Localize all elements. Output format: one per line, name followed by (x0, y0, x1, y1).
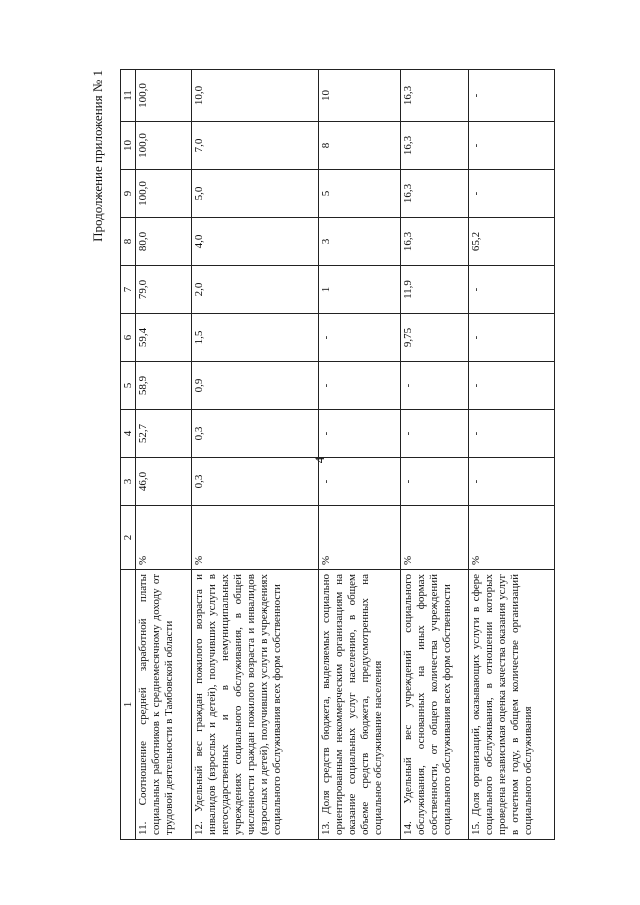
column-header: 1 (121, 570, 136, 840)
indicator-value: 7,0 (192, 122, 319, 170)
indicators-table (120, 69, 555, 840)
indicator-value: - (319, 410, 401, 458)
indicator-value: - (469, 170, 555, 218)
indicator-value: 1,5 (192, 314, 319, 362)
indicator-value: 16,3 (401, 218, 469, 266)
indicator-value: 100,0 (136, 122, 192, 170)
column-header: 5 (121, 362, 136, 410)
indicator-value: 46,0 (136, 458, 192, 506)
column-header: 3 (121, 458, 136, 506)
indicator-value: - (469, 362, 555, 410)
indicator-value: 0,9 (192, 362, 319, 410)
appendix-note: Продолжение приложения № 1 (90, 70, 105, 242)
indicator-value: 16,3 (401, 170, 469, 218)
indicator-value: 0,3 (192, 458, 319, 506)
indicator-value: 10 (319, 70, 401, 122)
indicator-value: 11,9 (401, 266, 469, 314)
indicator-value: 100,0 (136, 170, 192, 218)
indicator-value: 65,2 (469, 218, 555, 266)
indicator-value: 16,3 (401, 70, 469, 122)
column-header: 4 (121, 410, 136, 458)
indicator-description: 14. Удельный вес учреждений социального обслуживания, основанных на иных формах собственности, от общего количества учреждений социального обслуживания всех форм собственности (401, 570, 469, 840)
table-row (319, 70, 401, 840)
indicator-unit: % (136, 506, 192, 570)
rotated-table-area (90, 70, 534, 840)
indicator-value: - (319, 314, 401, 362)
indicator-description: 15. Доля организаций, оказывающих услуги в сфере социального обслуживания, в отношении которых проведена независимая оценка качества оказания услуг в отчетном году, в общем количестве организаций социального обслуживания (469, 570, 555, 840)
indicator-value: 58,9 (136, 362, 192, 410)
indicator-value: 9,75 (401, 314, 469, 362)
column-header: 7 (121, 266, 136, 314)
indicator-value: 3 (319, 218, 401, 266)
indicator-description: 12. Удельный вес граждан пожилого возраста и инвалидов (взрослых и детей), получивших услуги в негосударственных и в немуниципальных учреждениях социального обслуживания, в общей численности граждан пожилого возраста и инвалидов (взрослых и детей), получивших услуги в учреждениях социального обслуживания всех форм собственности (192, 570, 319, 840)
indicator-value: - (469, 70, 555, 122)
indicator-value: - (469, 266, 555, 314)
table-row (469, 70, 555, 840)
indicator-value: - (469, 410, 555, 458)
indicator-unit: % (469, 506, 555, 570)
indicator-value: 10,0 (192, 70, 319, 122)
indicator-value: 5,0 (192, 170, 319, 218)
indicator-value: - (319, 458, 401, 506)
indicator-value: 59,4 (136, 314, 192, 362)
column-header: 9 (121, 170, 136, 218)
page-number: 4 (312, 456, 327, 464)
table-header-row (121, 70, 136, 840)
indicator-value: 8 (319, 122, 401, 170)
indicator-value: 52,7 (136, 410, 192, 458)
indicator-value: - (319, 362, 401, 410)
indicator-value: - (401, 410, 469, 458)
indicator-unit: % (192, 506, 319, 570)
indicator-value: 1 (319, 266, 401, 314)
indicator-description: 13. Доля средств бюджета, выделяемых социально ориентированным некоммерческим организациям на оказание социальных услуг населению, в общем объеме средств бюджета, предусмотренных на социальное обслуживание населения (319, 570, 401, 840)
indicator-value: 4,0 (192, 218, 319, 266)
indicator-value: - (401, 458, 469, 506)
indicator-unit: % (319, 506, 401, 570)
column-header: 6 (121, 314, 136, 362)
indicator-value: 16,3 (401, 122, 469, 170)
indicator-value: 2,0 (192, 266, 319, 314)
indicator-value: 5 (319, 170, 401, 218)
table-row (401, 70, 469, 840)
indicator-unit: % (401, 506, 469, 570)
indicator-value: 80,0 (136, 218, 192, 266)
indicator-value: 0,3 (192, 410, 319, 458)
indicator-description: 11. Соотношение средней заработной платы социальных работников к среднемесячному доходу от трудовой деятельности в Тамбовской области (136, 570, 192, 840)
indicator-value: 79,0 (136, 266, 192, 314)
column-header: 10 (121, 122, 136, 170)
indicator-value: - (469, 458, 555, 506)
column-header: 11 (121, 70, 136, 122)
indicator-value: - (469, 314, 555, 362)
indicator-value: - (401, 362, 469, 410)
column-header: 2 (121, 506, 136, 570)
table-row (192, 70, 319, 840)
table-row (136, 70, 192, 840)
indicator-value: - (469, 122, 555, 170)
indicator-value: 100,0 (136, 70, 192, 122)
column-header: 8 (121, 218, 136, 266)
